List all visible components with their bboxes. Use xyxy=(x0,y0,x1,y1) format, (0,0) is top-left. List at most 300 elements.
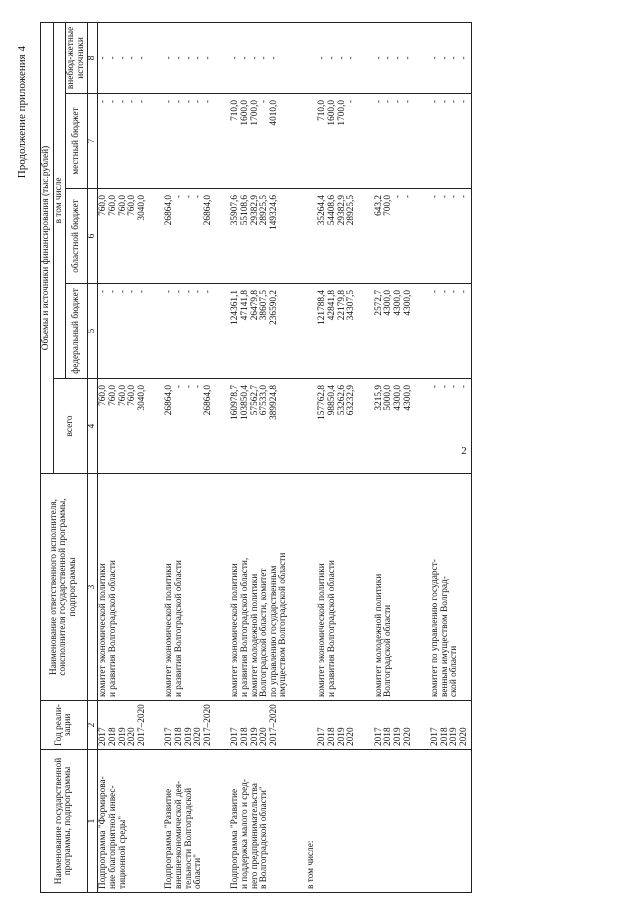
federal-cell-line: - xyxy=(173,290,184,294)
offbudget-cell-line: - xyxy=(317,56,328,60)
spacer-cell xyxy=(358,701,374,750)
year-cell-line: 2019 xyxy=(117,727,128,746)
header-federal: федеральный бюджет xyxy=(66,284,88,379)
local-cell-line: - xyxy=(393,100,404,104)
federal-cell-line: 47141,8 xyxy=(239,290,250,321)
program-name-line: Подпрограмма "Развитие xyxy=(164,788,175,889)
offbudget-cell-line: - xyxy=(449,56,460,60)
executor-cell-line: комитет экономической политики xyxy=(164,563,175,697)
spacer-cell xyxy=(414,284,430,379)
header-including: в том числе xyxy=(53,22,66,378)
table-row xyxy=(374,22,414,892)
total-cell-line: - xyxy=(459,385,469,389)
regional-cell xyxy=(374,189,414,284)
year-cell-line: 2017 xyxy=(317,727,328,746)
spacer-cell xyxy=(414,474,430,701)
offbudget-cell-line: - xyxy=(459,56,469,60)
year-cell-line: 2018 xyxy=(173,727,184,746)
offbudget-cell xyxy=(98,22,148,93)
spacer-row xyxy=(214,22,230,892)
regional-cell-line: 28925,5 xyxy=(259,195,270,226)
regional-cell xyxy=(98,189,148,284)
column-number: 1 xyxy=(88,750,98,893)
federal-cell-line: - xyxy=(107,290,118,294)
executor-cell xyxy=(374,474,414,701)
offbudget-cell-line: - xyxy=(402,56,413,60)
total-cell-line: 3040,0 xyxy=(136,385,147,411)
regional-cell xyxy=(430,189,471,284)
year-cell-line: 2019 xyxy=(249,727,260,746)
regional-cell-line: 760,0 xyxy=(117,195,128,216)
local-cell-line: 1700,0 xyxy=(336,100,347,126)
table-row xyxy=(317,22,357,892)
program-name-line: Подпрограмма "Формирова- xyxy=(98,776,109,889)
executor-cell-line: комитет экономической политики xyxy=(98,563,109,697)
local-cell-line: - xyxy=(402,100,413,104)
total-cell-line: 160978,7 xyxy=(230,385,241,420)
spacer-cell xyxy=(214,22,230,93)
column-number: 2 xyxy=(88,701,98,750)
program-name xyxy=(164,750,214,893)
spacer-cell xyxy=(358,379,374,474)
spacer-cell xyxy=(214,379,230,474)
local-cell-line: - xyxy=(459,100,469,104)
federal-cell-line: 2572,7 xyxy=(373,290,384,316)
table-row xyxy=(430,22,471,892)
spacer-cell xyxy=(358,94,374,189)
spacer-cell xyxy=(290,284,306,379)
total-cell-line: - xyxy=(173,385,184,389)
regional-cell xyxy=(164,189,214,284)
program-name-line: него предпринимательства xyxy=(249,783,260,889)
executor-cell-line: по управлению государственным xyxy=(268,565,279,697)
spacer-cell xyxy=(148,94,164,189)
federal-cell-line: - xyxy=(193,290,204,294)
spacer-cell xyxy=(148,284,164,379)
federal-cell-line: 42841,8 xyxy=(327,290,338,321)
local-cell xyxy=(98,94,148,189)
empty-cell xyxy=(306,22,318,93)
spacer-cell xyxy=(148,750,164,893)
spacer-cell xyxy=(414,189,430,284)
total-cell xyxy=(230,379,290,474)
header-executor: Наименование ответственного исполнителя, соисполнителя государственной программы, подпрограммы xyxy=(41,474,88,701)
year-cell xyxy=(430,701,471,750)
federal-cell-line: 4300,0 xyxy=(383,290,394,316)
offbudget-cell-line: - xyxy=(164,56,175,60)
spacer-cell xyxy=(148,22,164,93)
spacer-cell xyxy=(358,284,374,379)
program-name xyxy=(98,750,148,893)
total-cell-line: 4300,0 xyxy=(402,385,413,411)
header-offbudget: внебюд-жетные источники xyxy=(66,22,88,93)
spacer-cell xyxy=(358,22,374,93)
federal-cell-line: 236590,2 xyxy=(268,290,279,325)
total-cell-line: 53262,6 xyxy=(336,385,347,416)
year-cell-line: 2020 xyxy=(127,727,138,746)
offbudget-cell xyxy=(230,22,290,93)
spacer-cell xyxy=(290,701,306,750)
federal-cell-line: 34307,5 xyxy=(346,290,357,321)
spacer-cell xyxy=(214,284,230,379)
program-name xyxy=(374,750,414,893)
executor-cell-line: комитет экономической политики xyxy=(230,563,241,697)
regional-cell-line: - xyxy=(183,195,194,199)
local-cell xyxy=(430,94,471,189)
offbudget-cell-line: - xyxy=(117,56,128,60)
total-cell-line: 67533,0 xyxy=(259,385,270,416)
year-cell-line: 2017 xyxy=(164,727,175,746)
year-cell-line: 2019 xyxy=(393,727,404,746)
executor-cell-line: и развития Волгоградской области, xyxy=(239,557,250,697)
column-number: 6 xyxy=(88,189,98,284)
year-cell-line: 2018 xyxy=(327,727,338,746)
program-name-line: в Волгоградской области" xyxy=(259,786,270,889)
local-cell-line: - xyxy=(373,100,384,104)
offbudget-cell-line: - xyxy=(259,56,270,60)
regional-cell-line: 55108,6 xyxy=(239,195,250,226)
offbudget-cell-line: - xyxy=(327,56,338,60)
including-row xyxy=(306,22,318,892)
executor-cell-line: ской области xyxy=(449,645,460,697)
federal-cell xyxy=(317,284,357,379)
header-year: Год реали-зации xyxy=(41,701,88,750)
offbudget-cell-line: - xyxy=(439,56,450,60)
local-cell-line: 710,0 xyxy=(230,100,241,121)
empty-cell xyxy=(306,284,318,379)
regional-cell-line: 3040,0 xyxy=(136,195,147,221)
spacer-cell xyxy=(290,474,306,701)
column-number: 8 xyxy=(88,22,98,93)
regional-cell-line: 29382,9 xyxy=(249,195,260,226)
offbudget-cell-line: - xyxy=(127,56,138,60)
total-cell xyxy=(164,379,214,474)
spacer-cell xyxy=(148,701,164,750)
regional-cell-line: 26864,0 xyxy=(202,195,213,226)
spacer-cell xyxy=(290,379,306,474)
federal-cell-line: - xyxy=(117,290,128,294)
offbudget-cell xyxy=(430,22,471,93)
offbudget-cell-line: - xyxy=(336,56,347,60)
program-name xyxy=(317,750,357,893)
year-cell-line: 2020 xyxy=(402,727,413,746)
offbudget-cell-line: - xyxy=(346,56,357,60)
program-name-line: и поддержка малого и сред- xyxy=(239,779,250,889)
offbudget-cell-line: - xyxy=(430,56,441,60)
offbudget-cell xyxy=(374,22,414,93)
local-cell-line: - xyxy=(449,100,460,104)
executor-cell xyxy=(98,474,148,701)
year-cell-line: 2020 xyxy=(459,727,469,746)
local-cell-line: - xyxy=(259,100,270,104)
header-total: всего xyxy=(53,379,88,474)
regional-cell-line: - xyxy=(430,195,441,199)
federal-cell-line: 124361,1 xyxy=(230,290,241,325)
regional-cell-line: 28925,5 xyxy=(346,195,357,226)
regional-cell-line: 29382,9 xyxy=(336,195,347,226)
year-cell-line: 2018 xyxy=(107,727,118,746)
federal-cell-line: - xyxy=(164,290,175,294)
year-cell-line: 2017–2020 xyxy=(268,704,279,746)
total-cell-line: - xyxy=(430,385,441,389)
spacer-cell xyxy=(290,22,306,93)
spacer-cell xyxy=(290,750,306,893)
local-cell-line: - xyxy=(127,100,138,104)
year-cell-line: 2020 xyxy=(346,727,357,746)
local-cell xyxy=(374,94,414,189)
spacer-cell xyxy=(148,379,164,474)
local-cell-line: 1600,0 xyxy=(239,100,250,126)
table-row xyxy=(164,22,214,892)
spacer-cell xyxy=(214,701,230,750)
federal-cell xyxy=(230,284,290,379)
local-cell-line: - xyxy=(439,100,450,104)
local-cell xyxy=(317,94,357,189)
executor-cell-line: имуществом Волгоградской области xyxy=(278,552,289,697)
program-name-line: Подпрограмма "Развитие xyxy=(230,788,241,889)
year-cell-line: 2017 xyxy=(98,727,109,746)
local-cell-line: - xyxy=(98,100,109,104)
local-cell-line: 1700,0 xyxy=(249,100,260,126)
local-cell xyxy=(230,94,290,189)
regional-cell-line: - xyxy=(193,195,204,199)
year-cell-line: 2018 xyxy=(383,727,394,746)
local-cell-line: 1600,0 xyxy=(327,100,338,126)
table-row xyxy=(230,22,290,892)
column-number: 3 xyxy=(88,474,98,701)
spacer-cell xyxy=(214,189,230,284)
empty-cell xyxy=(306,474,318,701)
regional-cell-line: 760,0 xyxy=(127,195,138,216)
spacer-cell xyxy=(358,189,374,284)
offbudget-cell-line: - xyxy=(268,56,279,60)
local-cell-line: 710,0 xyxy=(317,100,328,121)
spacer-cell xyxy=(358,474,374,701)
spacer-cell xyxy=(214,474,230,701)
program-name xyxy=(430,750,471,893)
year-cell-line: 2019 xyxy=(449,727,460,746)
spacer-cell xyxy=(290,94,306,189)
executor-cell-line: Волгоградской области, комитет xyxy=(259,568,270,697)
executor-cell xyxy=(164,474,214,701)
offbudget-cell-line: - xyxy=(393,56,404,60)
federal-cell-line: - xyxy=(202,290,213,294)
offbudget-cell-line: - xyxy=(230,56,241,60)
local-cell-line: - xyxy=(173,100,184,104)
total-cell xyxy=(374,379,414,474)
federal-cell-line: - xyxy=(127,290,138,294)
offbudget-cell-line: - xyxy=(173,56,184,60)
total-cell xyxy=(317,379,357,474)
regional-cell-line: - xyxy=(459,195,469,199)
executor-cell-line: комитет молодежной политики xyxy=(249,573,260,697)
column-number: 4 xyxy=(88,379,98,474)
financing-table xyxy=(40,22,472,893)
column-number: 7 xyxy=(88,94,98,189)
regional-cell-line: 149324,6 xyxy=(268,195,279,230)
offbudget-cell-line: - xyxy=(249,56,260,60)
local-cell-line: 4010,0 xyxy=(268,100,279,126)
spacer-cell xyxy=(414,94,430,189)
year-cell-line: 2020 xyxy=(259,727,270,746)
year-cell-line: 2017 xyxy=(373,727,384,746)
local-cell-line: - xyxy=(383,100,394,104)
empty-cell xyxy=(306,94,318,189)
program-name xyxy=(230,750,290,893)
executor-cell-line: комитет экономической политики xyxy=(317,563,328,697)
spacer-cell xyxy=(414,22,430,93)
executor-cell-line: комитет молодежной политики xyxy=(373,573,384,697)
total-cell-line: 3215,9 xyxy=(373,385,384,411)
regional-cell-line: - xyxy=(393,195,404,199)
total-cell-line: - xyxy=(193,385,204,389)
regional-cell-line: - xyxy=(402,195,413,199)
total-cell-line: 4300,0 xyxy=(393,385,404,411)
total-cell-line: - xyxy=(449,385,460,389)
offbudget-cell-line: - xyxy=(373,56,384,60)
executor-cell-line: и развития Волгоградской области xyxy=(173,560,184,697)
regional-cell-line: 26864,0 xyxy=(164,195,175,226)
total-cell-line: 157762,8 xyxy=(317,385,328,420)
spacer-cell xyxy=(214,750,230,893)
year-cell-line: 2019 xyxy=(183,727,194,746)
total-cell-line: 26864,0 xyxy=(202,385,213,416)
empty-cell xyxy=(306,379,318,474)
federal-cell-line: 4300,0 xyxy=(393,290,404,316)
federal-cell xyxy=(164,284,214,379)
federal-cell xyxy=(98,284,148,379)
local-cell-line: - xyxy=(164,100,175,104)
spacer-cell xyxy=(290,189,306,284)
regional-cell-line: - xyxy=(439,195,450,199)
local-cell-line: - xyxy=(136,100,147,104)
spacer-cell xyxy=(148,189,164,284)
federal-cell-line: - xyxy=(136,290,147,294)
federal-cell-line: 4300,0 xyxy=(402,290,413,316)
header-volumes: Объемы и источники финансирования (тыс.рублей) xyxy=(41,22,54,473)
offbudget-cell-line: - xyxy=(136,56,147,60)
total-cell-line: 5000,0 xyxy=(383,385,394,411)
regional-cell-line: 54408,6 xyxy=(327,195,338,226)
header-regional: областной бюджет xyxy=(66,189,88,284)
offbudget-cell-line: - xyxy=(383,56,394,60)
offbudget-cell xyxy=(317,22,357,93)
spacer-cell xyxy=(214,94,230,189)
total-cell-line: - xyxy=(439,385,450,389)
spacer-row xyxy=(290,22,306,892)
total-cell-line: 760,0 xyxy=(98,385,109,406)
program-name-line: тельности Волгоградской xyxy=(183,787,194,889)
total-cell-line: 760,0 xyxy=(127,385,138,406)
local-cell-line: - xyxy=(346,100,357,104)
total-cell-line: 760,0 xyxy=(117,385,128,406)
local-cell-line: - xyxy=(202,100,213,104)
federal-cell-line: - xyxy=(98,290,109,294)
executor-cell-line: венным имуществом Волград- xyxy=(439,576,450,697)
table-row xyxy=(98,22,148,892)
local-cell-line: - xyxy=(430,100,441,104)
empty-cell xyxy=(306,701,318,750)
executor-cell-line: и развития Волгоградской области xyxy=(327,560,338,697)
executor-cell-line: комитет по управлению государст- xyxy=(430,559,441,697)
executor-cell-line: и развития Волгоградской области xyxy=(107,560,118,697)
total-cell-line: 389924,8 xyxy=(268,385,279,420)
spacer-row xyxy=(414,22,430,892)
spacer-cell xyxy=(414,750,430,893)
federal-cell-line: 22179,8 xyxy=(336,290,347,321)
year-cell xyxy=(98,701,148,750)
local-cell-line: - xyxy=(193,100,204,104)
executor-cell xyxy=(317,474,357,701)
regional-cell-line: 643,2 xyxy=(373,195,384,216)
federal-cell xyxy=(430,284,471,379)
federal-cell-line: - xyxy=(183,290,194,294)
year-cell xyxy=(317,701,357,750)
total-cell-line: 760,0 xyxy=(107,385,118,406)
federal-cell-line: - xyxy=(430,290,441,294)
federal-cell-line: - xyxy=(449,290,460,294)
offbudget-cell-line: - xyxy=(98,56,109,60)
local-cell xyxy=(164,94,214,189)
year-cell-line: 2020 xyxy=(193,727,204,746)
regional-cell-line: 760,0 xyxy=(98,195,109,216)
federal-cell-line: 121788,4 xyxy=(317,290,328,325)
executor-cell xyxy=(430,474,471,701)
federal-cell-line: 26479,8 xyxy=(249,290,260,321)
federal-cell-line: - xyxy=(439,290,450,294)
year-cell-line: 2018 xyxy=(239,727,250,746)
table-header xyxy=(41,22,98,892)
regional-cell-line: 700,0 xyxy=(383,195,394,216)
year-cell-line: 2017 xyxy=(430,727,441,746)
offbudget-cell-line: - xyxy=(183,56,194,60)
appendix-note: Продолжение приложения 4 xyxy=(16,46,28,179)
local-cell-line: - xyxy=(183,100,194,104)
total-cell-line: 57562,7 xyxy=(249,385,260,416)
spacer-row xyxy=(358,22,374,892)
year-cell-line: 2017 xyxy=(230,727,241,746)
table-body xyxy=(98,22,471,892)
column-number-row xyxy=(88,22,98,892)
regional-cell-line: - xyxy=(449,195,460,199)
spacer-cell xyxy=(148,474,164,701)
year-cell-line: 2019 xyxy=(336,727,347,746)
executor-cell-line: Волгоградской области xyxy=(383,604,394,697)
spacer-cell xyxy=(414,701,430,750)
program-name-line: внешнеэкономической дея- xyxy=(173,780,184,889)
year-cell xyxy=(164,701,214,750)
spacer-row xyxy=(148,22,164,892)
offbudget-cell xyxy=(164,22,214,93)
total-cell xyxy=(430,379,471,474)
regional-cell-line: - xyxy=(173,195,184,199)
program-name-line: области" xyxy=(193,854,204,889)
program-name-line: тиционной среды" xyxy=(117,815,128,889)
year-cell-line: 2018 xyxy=(439,727,450,746)
total-cell-line: 103850,4 xyxy=(239,385,250,420)
total-cell-line: 98850,4 xyxy=(327,385,338,416)
spacer-cell xyxy=(358,750,374,893)
offbudget-cell-line: - xyxy=(107,56,118,60)
column-number: 5 xyxy=(88,284,98,379)
year-cell-line: 2017–2020 xyxy=(202,704,213,746)
offbudget-cell-line: - xyxy=(202,56,213,60)
regional-cell-line: 760,0 xyxy=(107,195,118,216)
including-label: в том числе: xyxy=(306,750,318,893)
regional-cell xyxy=(317,189,357,284)
year-cell xyxy=(230,701,290,750)
year-cell xyxy=(374,701,414,750)
